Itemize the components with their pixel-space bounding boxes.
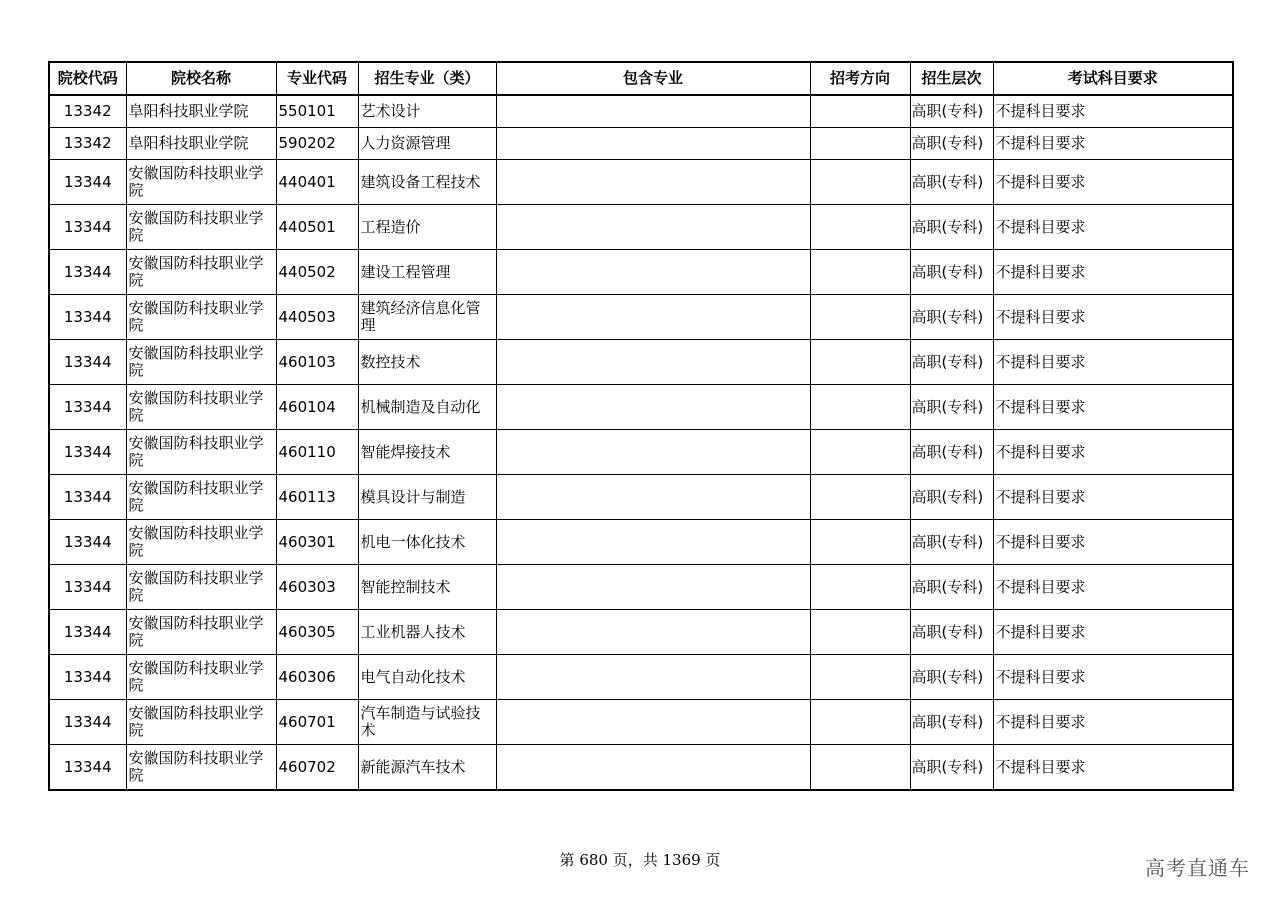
cell-direction: [810, 250, 910, 295]
cell-requirement: 不提科目要求: [993, 128, 1233, 160]
cell-major-code: 460303: [276, 565, 358, 610]
cell-level: 高职(专科): [910, 295, 993, 340]
admissions-table: [48, 61, 1234, 791]
cell-included: [496, 205, 810, 250]
cell-major: 智能控制技术: [358, 565, 496, 610]
cell-level: 高职(专科): [910, 565, 993, 610]
cell-major-code: 460110: [276, 430, 358, 475]
cell-included: [496, 520, 810, 565]
header-row: [49, 62, 1233, 95]
cell-major: 建筑设备工程技术: [358, 160, 496, 205]
header-school-name: 院校名称: [126, 62, 276, 95]
cell-major: 智能焊接技术: [358, 430, 496, 475]
cell-major: 工业机器人技术: [358, 610, 496, 655]
cell-school-code: 13344: [49, 700, 126, 745]
cell-major: 艺术设计: [358, 95, 496, 128]
header-major-code: 专业代码: [276, 62, 358, 95]
cell-major-code: 460305: [276, 610, 358, 655]
cell-included: [496, 250, 810, 295]
table-row: [49, 655, 1233, 700]
cell-school-name: 安徽国防科技职业学院: [126, 520, 276, 565]
cell-direction: [810, 520, 910, 565]
watermark: 高考直通车: [1145, 856, 1250, 880]
table-row: [49, 700, 1233, 745]
cell-included: [496, 340, 810, 385]
table-row: [49, 205, 1233, 250]
cell-included: [496, 700, 810, 745]
header-level: 招生层次: [910, 62, 993, 95]
cell-requirement: 不提科目要求: [993, 340, 1233, 385]
cell-included: [496, 565, 810, 610]
table-row: [49, 430, 1233, 475]
cell-major-code: 590202: [276, 128, 358, 160]
cell-school-code: 13344: [49, 160, 126, 205]
cell-direction: [810, 655, 910, 700]
cell-school-code: 13342: [49, 128, 126, 160]
header-requirement: 考试科目要求: [993, 62, 1233, 95]
cell-direction: [810, 430, 910, 475]
cell-level: 高职(专科): [910, 475, 993, 520]
cell-major-code: 440503: [276, 295, 358, 340]
table-row: [49, 385, 1233, 430]
table-row: [49, 128, 1233, 160]
cell-major-code: 440501: [276, 205, 358, 250]
table-row: [49, 295, 1233, 340]
table-row: [49, 745, 1233, 791]
cell-direction: [810, 610, 910, 655]
cell-school-name: 安徽国防科技职业学院: [126, 430, 276, 475]
cell-included: [496, 128, 810, 160]
cell-level: 高职(专科): [910, 205, 993, 250]
cell-school-code: 13344: [49, 475, 126, 520]
cell-school-name: 安徽国防科技职业学院: [126, 385, 276, 430]
cell-major: 机电一体化技术: [358, 520, 496, 565]
cell-requirement: 不提科目要求: [993, 520, 1233, 565]
cell-direction: [810, 475, 910, 520]
cell-major-code: 460702: [276, 745, 358, 791]
cell-included: [496, 610, 810, 655]
cell-included: [496, 385, 810, 430]
cell-major-code: 460113: [276, 475, 358, 520]
cell-level: 高职(专科): [910, 655, 993, 700]
cell-direction: [810, 95, 910, 128]
cell-requirement: 不提科目要求: [993, 160, 1233, 205]
cell-included: [496, 475, 810, 520]
cell-major: 新能源汽车技术: [358, 745, 496, 791]
cell-major-code: 440502: [276, 250, 358, 295]
cell-major-code: 460103: [276, 340, 358, 385]
cell-requirement: 不提科目要求: [993, 385, 1233, 430]
cell-requirement: 不提科目要求: [993, 295, 1233, 340]
cell-requirement: 不提科目要求: [993, 745, 1233, 791]
cell-requirement: 不提科目要求: [993, 430, 1233, 475]
cell-direction: [810, 340, 910, 385]
cell-level: 高职(专科): [910, 95, 993, 128]
table-row: [49, 340, 1233, 385]
cell-level: 高职(专科): [910, 385, 993, 430]
cell-major-code: 440401: [276, 160, 358, 205]
cell-requirement: 不提科目要求: [993, 610, 1233, 655]
cell-included: [496, 655, 810, 700]
cell-school-name: 安徽国防科技职业学院: [126, 250, 276, 295]
header-included: 包含专业: [496, 62, 810, 95]
cell-school-name: 阜阳科技职业学院: [126, 128, 276, 160]
cell-school-name: 阜阳科技职业学院: [126, 95, 276, 128]
cell-school-code: 13344: [49, 205, 126, 250]
cell-major: 建筑经济信息化管理: [358, 295, 496, 340]
cell-direction: [810, 160, 910, 205]
cell-school-name: 安徽国防科技职业学院: [126, 610, 276, 655]
cell-level: 高职(专科): [910, 745, 993, 791]
cell-included: [496, 95, 810, 128]
cell-included: [496, 295, 810, 340]
table-row: [49, 520, 1233, 565]
cell-major-code: 460301: [276, 520, 358, 565]
cell-school-code: 13344: [49, 655, 126, 700]
cell-level: 高职(专科): [910, 610, 993, 655]
cell-level: 高职(专科): [910, 250, 993, 295]
cell-requirement: 不提科目要求: [993, 205, 1233, 250]
cell-included: [496, 160, 810, 205]
cell-level: 高职(专科): [910, 160, 993, 205]
cell-requirement: 不提科目要求: [993, 475, 1233, 520]
table-body: [49, 95, 1233, 790]
cell-school-name: 安徽国防科技职业学院: [126, 340, 276, 385]
cell-school-code: 13344: [49, 295, 126, 340]
cell-school-code: 13344: [49, 430, 126, 475]
cell-major: 模具设计与制造: [358, 475, 496, 520]
cell-included: [496, 430, 810, 475]
cell-requirement: 不提科目要求: [993, 655, 1233, 700]
cell-direction: [810, 295, 910, 340]
cell-direction: [810, 385, 910, 430]
header-major: 招生专业（类）: [358, 62, 496, 95]
table-row: [49, 160, 1233, 205]
cell-direction: [810, 205, 910, 250]
cell-requirement: 不提科目要求: [993, 95, 1233, 128]
cell-major: 工程造价: [358, 205, 496, 250]
cell-level: 高职(专科): [910, 520, 993, 565]
cell-school-name: 安徽国防科技职业学院: [126, 205, 276, 250]
cell-school-name: 安徽国防科技职业学院: [126, 295, 276, 340]
cell-major: 建设工程管理: [358, 250, 496, 295]
cell-major: 汽车制造与试验技术: [358, 700, 496, 745]
header-school-code: 院校代码: [49, 62, 126, 95]
cell-school-code: 13342: [49, 95, 126, 128]
cell-school-name: 安徽国防科技职业学院: [126, 475, 276, 520]
cell-school-code: 13344: [49, 385, 126, 430]
cell-requirement: 不提科目要求: [993, 700, 1233, 745]
cell-major: 人力资源管理: [358, 128, 496, 160]
cell-level: 高职(专科): [910, 128, 993, 160]
cell-major: 数控技术: [358, 340, 496, 385]
cell-school-name: 安徽国防科技职业学院: [126, 160, 276, 205]
cell-major-code: 460104: [276, 385, 358, 430]
table-row: [49, 565, 1233, 610]
header-direction: 招考方向: [810, 62, 910, 95]
cell-major-code: 550101: [276, 95, 358, 128]
cell-school-name: 安徽国防科技职业学院: [126, 565, 276, 610]
cell-direction: [810, 700, 910, 745]
cell-included: [496, 745, 810, 791]
cell-school-code: 13344: [49, 520, 126, 565]
cell-level: 高职(专科): [910, 700, 993, 745]
cell-requirement: 不提科目要求: [993, 250, 1233, 295]
cell-school-code: 13344: [49, 610, 126, 655]
cell-major-code: 460306: [276, 655, 358, 700]
cell-direction: [810, 565, 910, 610]
cell-school-name: 安徽国防科技职业学院: [126, 655, 276, 700]
cell-school-name: 安徽国防科技职业学院: [126, 700, 276, 745]
cell-school-code: 13344: [49, 340, 126, 385]
cell-level: 高职(专科): [910, 340, 993, 385]
cell-major: 机械制造及自动化: [358, 385, 496, 430]
cell-direction: [810, 745, 910, 791]
table-row: [49, 610, 1233, 655]
cell-school-code: 13344: [49, 565, 126, 610]
cell-major: 电气自动化技术: [358, 655, 496, 700]
table-row: [49, 250, 1233, 295]
cell-requirement: 不提科目要求: [993, 565, 1233, 610]
cell-direction: [810, 128, 910, 160]
cell-major-code: 460701: [276, 700, 358, 745]
table-row: [49, 95, 1233, 128]
cell-school-name: 安徽国防科技职业学院: [126, 745, 276, 791]
page-number: 第 680 页，共 1369 页: [559, 851, 721, 869]
cell-school-code: 13344: [49, 250, 126, 295]
cell-school-code: 13344: [49, 745, 126, 791]
table-row: [49, 475, 1233, 520]
cell-level: 高职(专科): [910, 430, 993, 475]
